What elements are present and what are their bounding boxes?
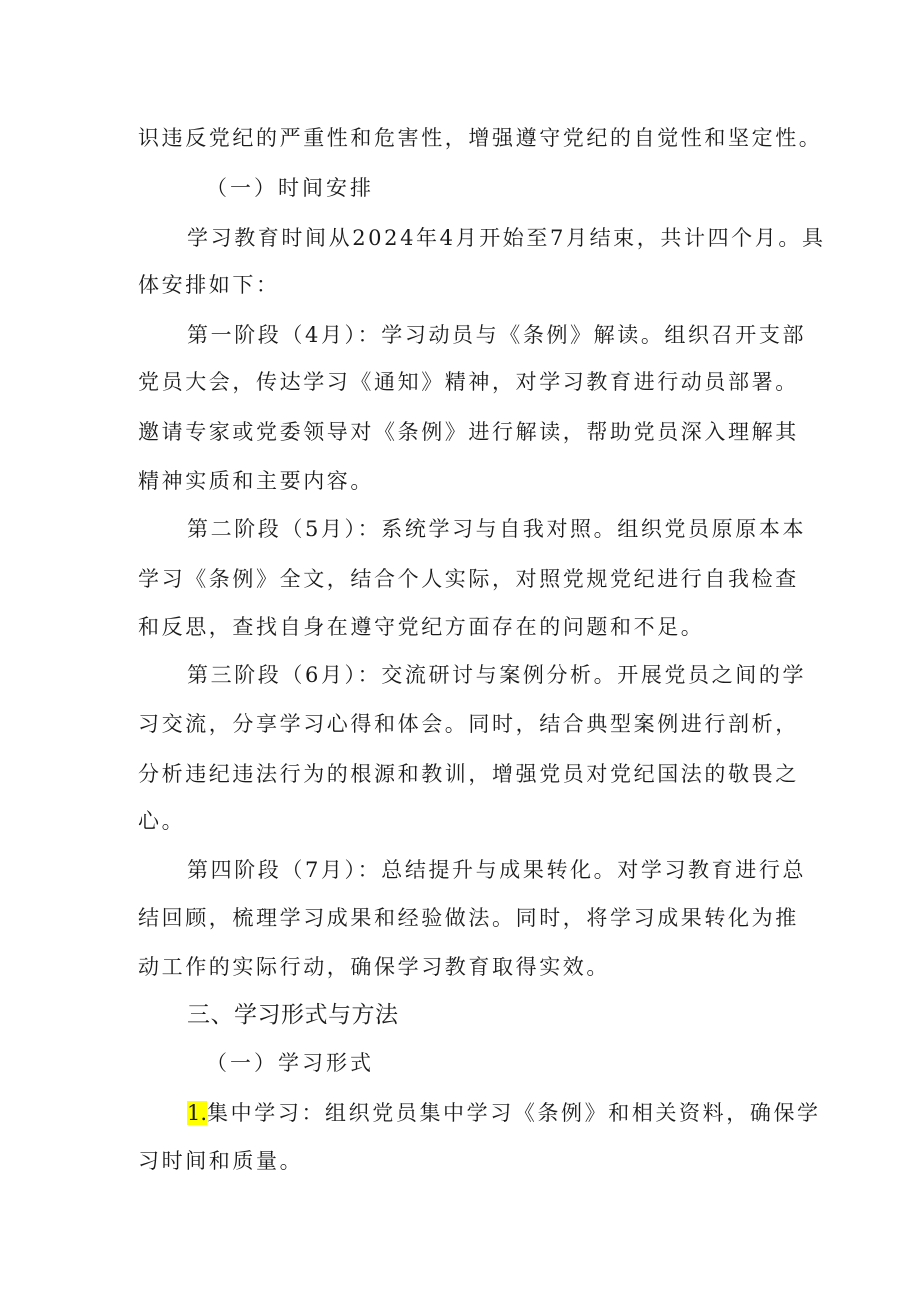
paragraph-line: 分析违纪违法行为的根源和教训，增强党员对党纪国法的敬畏之 [138, 762, 799, 786]
paragraph-line: 结回顾，梳理学习成果和经验做法。同时，将学习成果转化为推 [138, 906, 799, 930]
paragraph-line: 党员大会，传达学习《通知》精神，对学习教育进行动员部署。 [138, 370, 799, 394]
section-heading: 三、学习形式与方法 [187, 1002, 399, 1028]
item-text: 集中学习：组织党员集中学习《条例》和相关资料，确保学 [207, 1101, 821, 1125]
list-item [187, 1098, 847, 1128]
paragraph-line: 心。 [138, 809, 186, 833]
paragraph-line: 动工作的实际行动，确保学习教育取得实效。 [138, 955, 610, 979]
paragraph-line: 学习《条例》全文，结合个人实际，对照党规党纪进行自我检查 [138, 567, 799, 591]
paragraph-line: 邀请专家或党委领导对《条例》进行解读，帮助党员深入理解其 [138, 420, 799, 444]
paragraph-line: 第二阶段（5月）：系统学习与自我对照。组织党员原原本本 [187, 517, 807, 541]
paragraph-line: 第四阶段（7月）：总结提升与成果转化。对学习教育进行总 [187, 858, 807, 882]
paragraph-line: 第一阶段（4月）：学习动员与《条例》解读。组织召开支部 [187, 323, 807, 347]
paragraph-line: 和反思，查找自身在遵守党纪方面存在的问题和不足。 [138, 615, 705, 639]
paragraph-line: 识违反党纪的严重性和危害性，增强遵守党纪的自觉性和坚定性。 [138, 126, 823, 150]
paragraph-line: 习交流，分享学习心得和体会。同时，结合典型案例进行剖析， [138, 712, 799, 736]
paragraph-line: 体安排如下： [138, 273, 280, 297]
paragraph-line: 习时间和质量。 [138, 1149, 304, 1173]
subsection-title-time-schedule: （一）时间安排 [206, 176, 374, 200]
paragraph-line: 精神实质和主要内容。 [138, 469, 374, 493]
subsection-title-study-form: （一）学习形式 [206, 1051, 374, 1075]
paragraph-line: 第三阶段（6月）：交流研讨与案例分析。开展党员之间的学 [187, 663, 807, 687]
paragraph-line: 学习教育时间从2024年4月开始至7月结束，共计四个月。具 [187, 226, 826, 250]
item-number-highlight: 1. [187, 1101, 208, 1125]
